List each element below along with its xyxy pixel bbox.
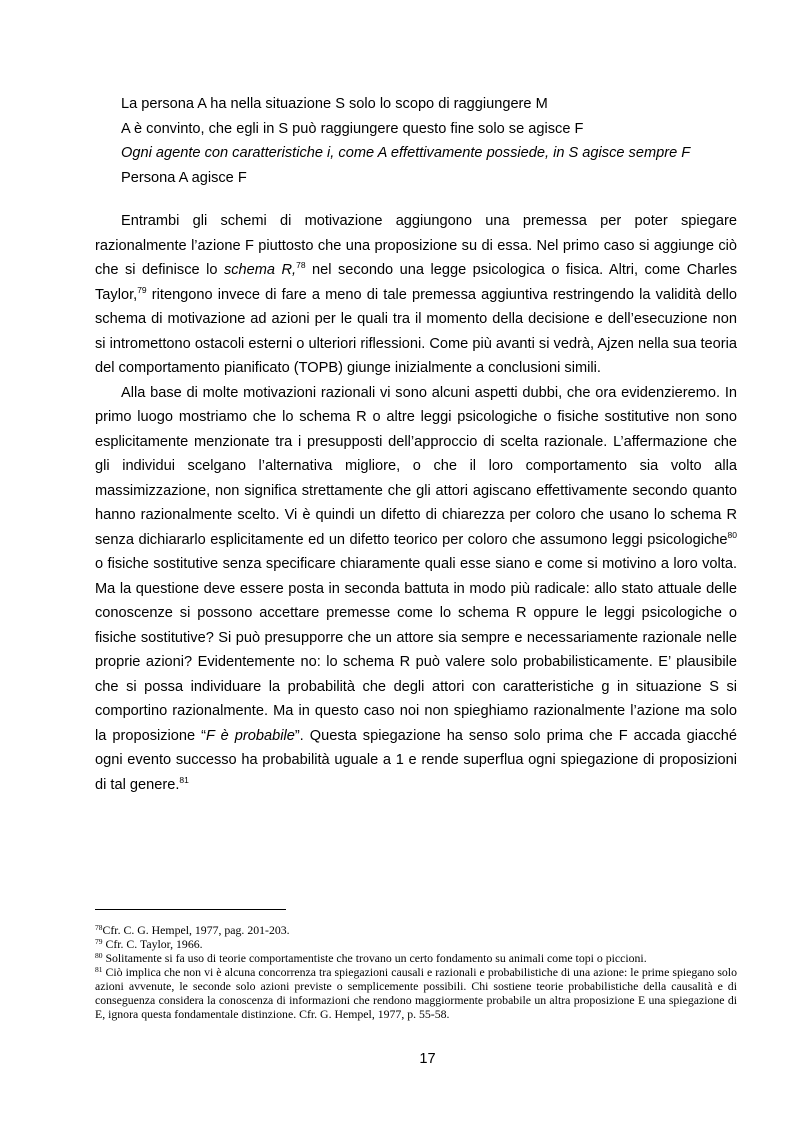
paragraph-2 [95,381,737,798]
footnote-81 [95,965,737,1021]
footnote-text: Cfr. C. Taylor, 1966. [102,937,203,951]
para1-italic-schema-r: schema R, [223,262,297,278]
footnote-number: 78 [95,923,103,932]
para1-text-d: ritengono invece di fare a meno di tale premessa aggiuntiva restringendo la validità dello schema di motivazione ad azioni per le quali tra il momento della decisione e dell’esecuzione non si intromettono ostacoli esterni o ulteriori riflessioni. Come più avanti si vedrà, Ajzen nella sua teoria del comportamento pianificato (TOPB) giunge inizialmente a conclusioni simili. [95,286,737,376]
para2-text-b: o fisiche sostitutive senza specificare chiaramente quali esse siano e come si motivino a loro volta. Ma la questione deve essere posta in seconda battuta in modo più radicale: allo stato attuale delle conoscenze si possono accettare premesse come lo schema R oppure le leggi psicologiche o fisiche sostitutive? Si può presupporre che un attore sia sempre e necessariamente razionale nelle proprie azioni? Evidentemente no: lo schema R può valere solo probabilisticamente. E’ plausibile che si possa individuare la probabilità che degli attori con caratteristiche g in situazione S si comportino razionalmente. Ma in questo caso noi non spieghiamo razionalmente l’azione ma solo la proposizione “ [95,556,737,744]
footnote-78 [95,923,737,937]
footnote-80 [95,951,737,965]
footnote-text: Solitamente si fa uso di teorie comportamentiste che trovano un certo fondamento su animali come topi o piccioni. [102,951,647,965]
para1-text-a: Entrambi gli schemi di motivazione aggiungono una premessa per poter spiegare razionalmente l’azione F piuttosto che una proposizione su di essa. Nel primo caso si aggiunge ciò che si definisce lo [95,213,737,278]
schema-premise-1: La persona A ha nella situazione S solo lo scopo di raggiungere M [121,96,548,112]
footnote-ref-78: 78 [296,260,306,270]
footnote-ref-80: 80 [727,529,737,540]
motivation-schema [121,92,761,190]
footnote-ref-79: 79 [137,284,147,295]
para1-text-c: nel secondo una legge psicologica o fisica. Altri, come Charles Taylor, [95,262,738,303]
footnote-ref-81: 81 [179,774,189,785]
schema-premise-3: Ogni agente con caratteristiche i, come A effettivamente possiede, in S agisce sempre F [121,145,691,161]
para2-text-d: ”. Questa spiegazione ha senso solo prima che F accada giacché ogni evento successo ha probabilità uguale a 1 e rende superflua ogni spiegazione di proposizioni di tal genere. [95,727,737,793]
footnote-separator [95,909,286,910]
footnote-79 [95,937,737,951]
schema-premise-2: A è convinto, che egli in S può raggiungere questo fine solo se agisce F [121,120,584,137]
body-text [95,209,737,797]
footnote-text: Cfr. C. G. Hempel, 1977, pag. 201-203. [102,923,290,937]
footnote-number: 81 [95,965,103,974]
footnote-text: Ciò implica che non vi è alcuna concorrenza tra spiegazioni causali e razionali e probabilistiche di una azione: le prime spiegano solo azioni avvenute, le seconde solo azioni previste o semplicemente possibili. Chi sostiene teorie probabilistiche della causalità e di conseguenza considera la conoscenza di informazioni che rendono maggiormente probabile un altra proposizione E una spiegazione di E, ignora questa fondamentale distinzione. Cfr. G. Hempel, 1977, p. 55-58. [95,965,737,1021]
footnotes [95,923,737,1021]
footnote-number: 79 [95,937,103,946]
para2-italic-proposition: F è probabile [205,727,295,744]
schema-conclusion: Persona A agisce F [121,169,247,186]
para2-text-a: Alla base di molte motivazioni razionali vi sono alcuni aspetti dubbi, che ora evidenzieremo. In primo luogo mostriamo che lo schema R o altre leggi psicologiche o fisiche sostitutive non sono esplicitamente menzionate tra i presupposti dell’approccio di scelta razionale. L’affermazione che gli individui scelgano l’alternativa migliore, o che il loro comportamento sia volto alla massimizzazione, non significa strettamente che gli attori agiscano effettivamente secondo quanto hanno razionalmente scelto. Vi è quindi un difetto di chiarezza per coloro che usano lo schema R senza dichiararlo esplicitamente ed un difetto teorico per coloro che assumono leggi psicologiche [95,384,737,548]
footnote-number: 80 [95,951,103,960]
paragraph-1 [95,209,737,381]
page-number: 17 [419,1051,436,1067]
